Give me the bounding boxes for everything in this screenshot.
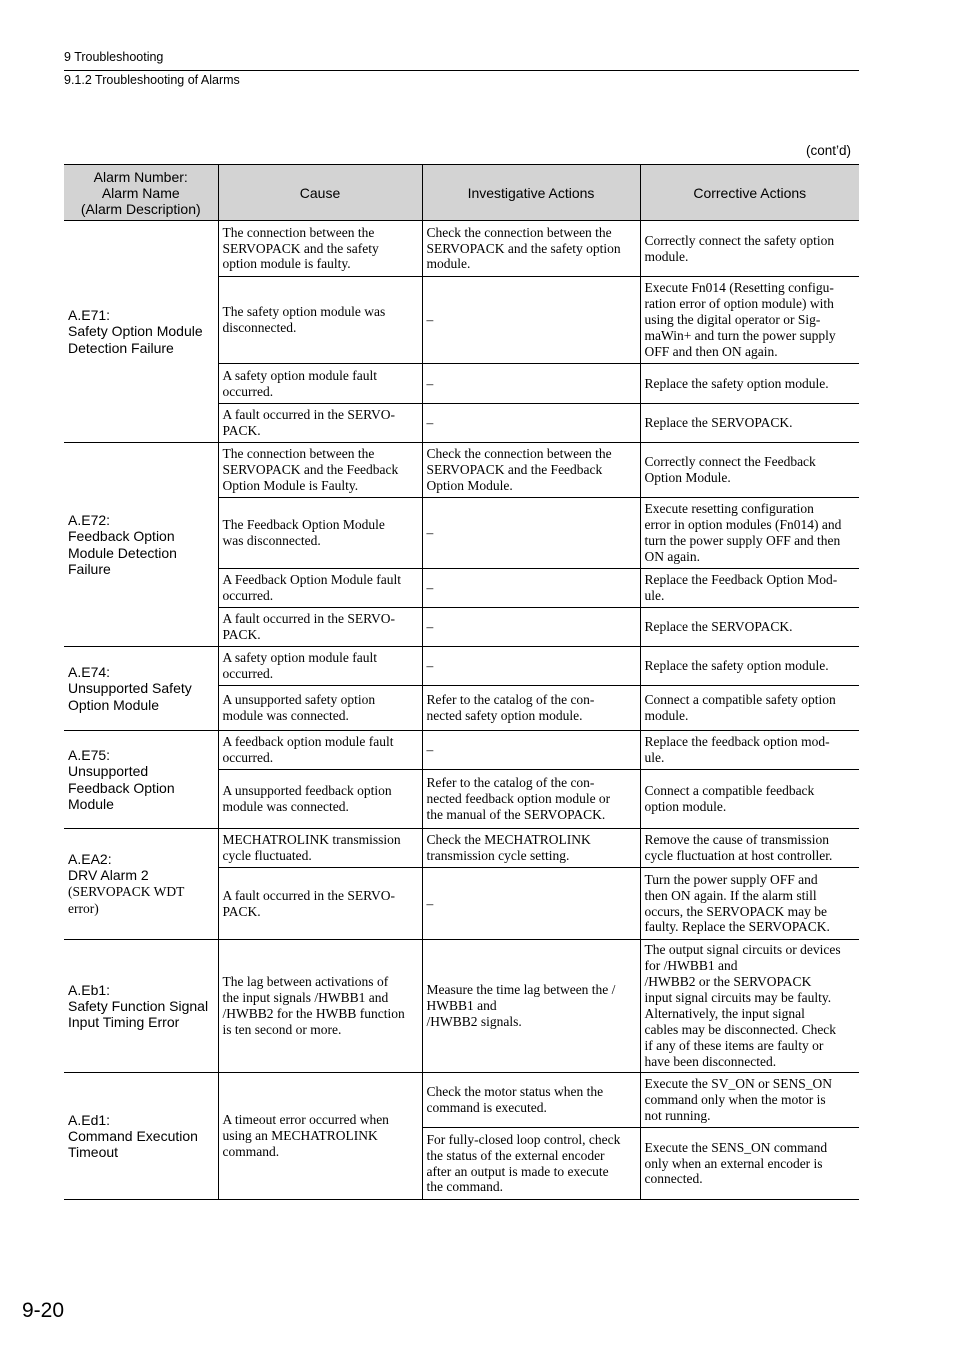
alarm-line: A.E71: (68, 307, 111, 324)
cause-line: occurred. (222, 666, 274, 681)
alarm-description-line: (SERVOPACK WDT (68, 884, 185, 900)
cause-cell (218, 404, 422, 443)
alarm-line: Safety Function Signal (68, 997, 209, 1014)
corrective-line: cycle fluctuation at host controller. (644, 848, 833, 863)
investigative-cell (422, 498, 640, 569)
corrective-line: Execute Fn014 (Resetting configu- (644, 280, 834, 296)
cause-cell (218, 364, 422, 404)
corrective-cell (640, 404, 859, 443)
investigative-cell (422, 647, 640, 686)
cause-line: SERVOPACK and the Feedback (222, 462, 399, 478)
corrective-line: Execute the SV_ON or SENS_ON (644, 1076, 832, 1092)
investigative-line: – (426, 525, 434, 541)
alarm-line: Failure (68, 560, 111, 577)
corrective-line: have been disconnected. (644, 1053, 777, 1069)
investigative-cell (422, 868, 640, 940)
investigative-line: SERVOPACK and the Feedback (426, 462, 603, 478)
corrective-line: ration error of option module) with (644, 296, 834, 312)
cause-line: PACK. (222, 627, 261, 642)
cause-line: module was connected. (222, 708, 349, 723)
corrective-cell (640, 569, 859, 608)
corrective-line: Remove the cause of transmission (644, 832, 829, 848)
cause-cell (218, 569, 422, 608)
corrective-line: ule. (644, 750, 665, 765)
cause-cell (218, 731, 422, 770)
investigative-line: – (426, 312, 434, 328)
alarm-line: Timeout (68, 1144, 119, 1161)
cause-cell (218, 443, 422, 498)
investigative-line: module. (426, 256, 471, 272)
investigative-cell (422, 686, 640, 731)
cause-cell (218, 940, 422, 1073)
investigative-line: command is executed. (426, 1100, 547, 1115)
corrective-line: command only when the motor is (644, 1092, 826, 1108)
column-header-corrective-actions (640, 165, 859, 221)
cause-line: is ten second or more. (222, 1021, 342, 1037)
cause-line: module was connected. (222, 799, 349, 814)
corrective-line: for /HWBB1 and (644, 958, 738, 974)
corrective-line: using the digital operator or Sig- (644, 312, 821, 328)
column-header-line: (Alarm Description) (80, 200, 201, 217)
corrective-line: Replace the SERVOPACK. (644, 619, 793, 635)
cause-line: A fault occurred in the SERVO- (222, 887, 396, 903)
corrective-line: Correctly connect the safety option (644, 232, 835, 248)
cause-cell (218, 221, 422, 277)
alarm-line: Option Module (68, 696, 160, 713)
cause-line: A safety option module fault (222, 650, 377, 666)
corrective-line: turn the power supply OFF and then (644, 533, 841, 548)
investigative-line: transmission cycle setting. (426, 848, 570, 863)
investigative-line: HWBB1 and (426, 998, 497, 1014)
corrective-cell (640, 868, 859, 940)
investigative-cell (422, 443, 640, 498)
investigative-line: Check the motor status when the (426, 1084, 604, 1100)
table-row (64, 221, 859, 277)
corrective-line: Turn the power supply OFF and (644, 871, 818, 887)
investigative-line: – (426, 619, 434, 635)
cause-line: cycle fluctuated. (222, 848, 312, 863)
alarm-cell (64, 940, 218, 1073)
alarm-line: Module (68, 795, 114, 812)
alarm-cell (64, 647, 218, 731)
investigative-cell (422, 221, 640, 277)
cause-line: The connection between the (222, 224, 375, 240)
cause-cell (218, 686, 422, 731)
investigative-line: nected feedback option module or (426, 791, 611, 807)
cause-line: PACK. (222, 423, 261, 438)
table-row (64, 443, 859, 498)
corrective-line: error in option modules (Fn014) and (644, 517, 842, 533)
cause-line: The lag between activations of (222, 974, 389, 990)
corrective-cell (640, 647, 859, 686)
alarm-line: A.Eb1: (68, 981, 111, 998)
cause-line: A safety option module fault (222, 367, 377, 383)
cause-line: Option Module is Faulty. (222, 477, 359, 493)
alarm-description-line: error) (68, 901, 99, 917)
investigative-line: Check the connection between the (426, 446, 612, 462)
table-row (64, 647, 859, 686)
corrective-cell (640, 221, 859, 277)
corrective-cell (640, 498, 859, 569)
cause-line: occurred. (222, 383, 274, 399)
investigative-line: – (426, 580, 434, 596)
section-header: 9.1.2 Troubleshooting of Alarms (64, 73, 240, 87)
column-header-cause (218, 165, 422, 221)
investigative-line: SERVOPACK and the safety option (426, 240, 621, 256)
investigative-cell (422, 404, 640, 443)
corrective-line: Correctly connect the Feedback (644, 454, 816, 470)
alarm-line: Input Timing Error (68, 1014, 180, 1031)
corrective-line: Replace the safety option module. (644, 658, 829, 674)
corrective-line: maWin+ and turn the power supply (644, 327, 836, 343)
cause-line: A Feedback Option Module fault (222, 572, 401, 588)
investigative-line: – (426, 415, 434, 431)
cause-line: using an MECHATROLINK (222, 1128, 378, 1144)
investigative-cell (422, 770, 640, 829)
column-header-line: Investigative Actions (467, 184, 595, 201)
corrective-line: Connect a compatible safety option (644, 692, 836, 708)
alarm-cell (64, 1073, 218, 1200)
corrective-cell (640, 829, 859, 868)
investigative-cell (422, 569, 640, 608)
investigative-line: Option Module. (426, 477, 513, 493)
column-header-line: Alarm Number: (93, 168, 188, 185)
cause-line: A fault occurred in the SERVO- (222, 407, 396, 423)
table-row (64, 1073, 859, 1128)
alarm-line: Feedback Option (68, 528, 175, 545)
investigative-line: Refer to the catalog of the con- (426, 692, 595, 708)
corrective-cell (640, 686, 859, 731)
investigative-cell (422, 940, 640, 1073)
investigative-cell (422, 608, 640, 647)
alarm-line: A.EA2: (68, 850, 112, 867)
cause-line: The Feedback Option Module (222, 517, 385, 533)
column-header-alarm (64, 165, 218, 221)
cause-cell (218, 770, 422, 829)
cause-cell (218, 647, 422, 686)
alarm-line: A.E75: (68, 746, 111, 763)
investigative-line: /HWBB2 signals. (426, 1013, 522, 1029)
cause-line: command. (222, 1143, 280, 1159)
investigative-line: Measure the time lag between the / (426, 982, 616, 998)
corrective-cell (640, 443, 859, 498)
cause-line: option module is faulty. (222, 256, 351, 272)
investigative-line: the command. (426, 1179, 503, 1195)
alarm-description (68, 884, 184, 916)
alarm-line: DRV Alarm 2 (68, 867, 149, 883)
cause-line: A unsupported feedback option (222, 783, 392, 799)
corrective-line: Replace the Feedback Option Mod- (644, 572, 838, 588)
investigative-cell (422, 731, 640, 770)
investigative-line: For fully-closed loop control, check (426, 1131, 621, 1147)
cause-line: The connection between the (222, 446, 375, 462)
corrective-line: faulty. Replace the SERVOPACK. (644, 919, 830, 935)
cause-line: MECHATROLINK transmission (222, 832, 401, 848)
alarm-cell (64, 221, 218, 443)
corrective-cell (640, 277, 859, 364)
cause-cell (218, 608, 422, 647)
alarm-line: A.E74: (68, 664, 111, 681)
corrective-cell (640, 770, 859, 829)
alarm-line: Feedback Option (68, 779, 175, 796)
alarm-line: Module Detection (68, 544, 177, 561)
corrective-line: if any of these items are faulty or (644, 1037, 824, 1053)
investigative-line: Check the MECHATROLINK (426, 832, 591, 848)
corrective-line: ule. (644, 588, 665, 603)
header-rule (64, 70, 859, 71)
corrective-line: Replace the SERVOPACK. (644, 415, 793, 431)
corrective-cell (640, 364, 859, 404)
corrective-line: Replace the feedback option mod- (644, 734, 830, 750)
column-header-investigative-actions (422, 165, 640, 221)
corrective-line: not running. (644, 1107, 711, 1123)
corrective-line: Replace the safety option module. (644, 375, 829, 391)
corrective-line: input signal circuits may be faulty. (644, 990, 832, 1006)
cause-line: The safety option module was (222, 304, 386, 320)
investigative-line: the status of the external encoder (426, 1147, 605, 1163)
investigative-line: after an output is made to execute (426, 1163, 609, 1179)
cause-line: /HWBB2 for the HWBB function (222, 1006, 405, 1021)
alarm-line: Unsupported (68, 763, 149, 780)
corrective-line: The output signal circuits or devices (644, 942, 841, 958)
page-number: 9-20 (22, 1299, 65, 1322)
corrective-line: Connect a compatible feedback (644, 783, 815, 799)
investigative-line: nected safety option module. (426, 708, 583, 723)
cause-line: the input signals /HWBB1 and (222, 990, 389, 1006)
cause-line: A unsupported safety option (222, 692, 376, 708)
corrective-line: Option Module. (644, 470, 731, 485)
alarm-cell (64, 443, 218, 647)
alarm-line: A.Ed1: (68, 1111, 111, 1128)
column-header-line: Alarm Name (101, 184, 180, 201)
investigative-line: – (426, 895, 434, 911)
investigative-cell (422, 829, 640, 868)
cause-line: disconnected. (222, 320, 297, 335)
table-header-row (64, 165, 859, 221)
corrective-line: occurs, the SERVOPACK may be (644, 903, 828, 919)
cause-cell (218, 829, 422, 868)
corrective-cell (640, 1128, 859, 1200)
alarm-line: Detection Failure (68, 339, 174, 356)
alarm-cell (64, 731, 218, 829)
cause-line: A feedback option module fault (222, 734, 394, 750)
table-row (64, 731, 859, 770)
investigative-cell (422, 277, 640, 364)
investigative-line: Refer to the catalog of the con- (426, 775, 595, 791)
investigative-line: – (426, 742, 434, 758)
corrective-line: module. (644, 708, 689, 723)
cause-line: PACK. (222, 903, 261, 919)
corrective-cell (640, 731, 859, 770)
investigative-line: – (426, 658, 434, 674)
corrective-cell (640, 608, 859, 647)
cause-cell (218, 868, 422, 940)
investigative-line: the manual of the SERVOPACK. (426, 806, 606, 822)
alarm-line: Command Execution (68, 1127, 198, 1144)
corrective-line: /HWBB2 or the SERVOPACK (644, 974, 812, 990)
alarm-line: Safety Option Module (68, 323, 203, 340)
corrective-line: cables may be disconnected. Check (644, 1021, 837, 1037)
cause-line: occurred. (222, 588, 274, 603)
investigative-cell (422, 1128, 640, 1200)
corrective-line: Execute the SENS_ON command (644, 1139, 828, 1155)
cause-cell (218, 498, 422, 569)
corrective-line: then ON again. If the alarm still (644, 887, 817, 903)
alarm-cell (64, 829, 218, 940)
corrective-line: only when an external encoder is (644, 1155, 823, 1171)
alarm-line: A.E72: (68, 511, 111, 528)
investigative-line: Check the connection between the (426, 224, 612, 240)
cause-line: A fault occurred in the SERVO- (222, 611, 396, 627)
investigative-cell (422, 364, 640, 404)
corrective-line: option module. (644, 799, 727, 814)
cause-cell (218, 277, 422, 364)
alarm-table (64, 164, 859, 1200)
corrective-line: module. (644, 248, 689, 264)
cause-cell (218, 1073, 422, 1200)
column-header-line: Cause (299, 184, 341, 201)
corrective-line: connected. (644, 1171, 703, 1187)
table-row (64, 940, 859, 1073)
cause-line: SERVOPACK and the safety (222, 240, 379, 256)
corrective-line: Execute resetting configuration (644, 501, 814, 517)
continued-label: (cont’d) (805, 143, 851, 158)
cause-line: A timeout error occurred when (222, 1112, 389, 1128)
alarm-line: Unsupported Safety (68, 680, 192, 697)
corrective-line: OFF and then ON again. (644, 343, 778, 359)
table-row (64, 829, 859, 868)
corrective-line: ON again. (644, 548, 700, 564)
cause-line: was disconnected. (222, 533, 321, 548)
corrective-cell (640, 940, 859, 1073)
investigative-cell (422, 1073, 640, 1128)
corrective-cell (640, 1073, 859, 1128)
chapter-header: 9 Troubleshooting (64, 50, 164, 64)
cause-line: occurred. (222, 750, 274, 765)
column-header-line: Corrective Actions (693, 184, 807, 201)
corrective-line: Alternatively, the input signal (644, 1006, 805, 1021)
investigative-line: – (426, 375, 434, 391)
